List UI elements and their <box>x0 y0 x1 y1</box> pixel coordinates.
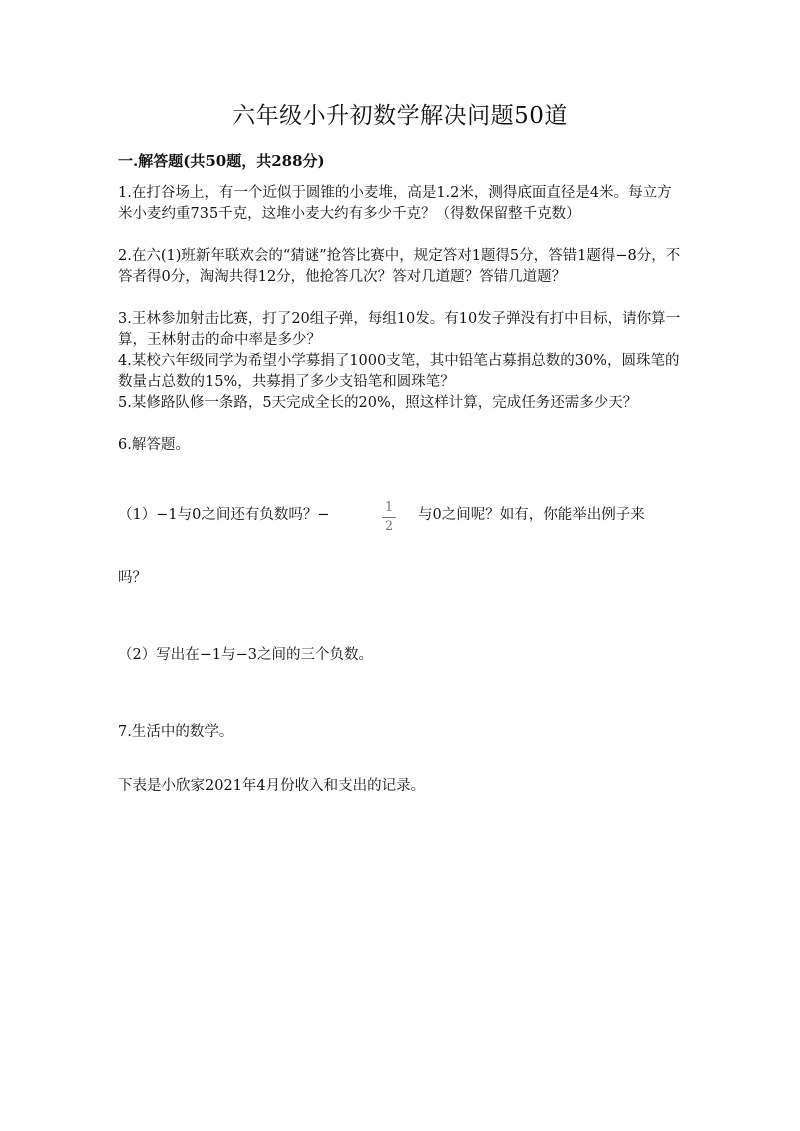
fraction-denominator: 2 <box>384 519 394 534</box>
question-7-intro: 下表是小欣家2021年4月份收入和支出的记录。 <box>118 778 426 794</box>
q6-part2: （2）写出在−1与−3之间的三个负数。 <box>118 647 373 663</box>
section-heading: 一.解答题(共50题，共288分) <box>118 152 325 170</box>
q6-part1-after: 与0之间呢？如有，你能举出例子来 <box>418 507 645 523</box>
question-2: 2.在六(1)班新年联欢会的“猜谜”抢答比赛中，规定答对1题得5分，答错1题得−8分，不答者得0分，淘淘共得12分，他抢答几次？答对几道题？答错几道题？ <box>118 248 681 285</box>
fraction-one-half <box>379 500 399 535</box>
question-4: 4.某校六年级同学为希望小学募捐了1000支笔，其中铅笔占募捐总数的30%，圆珠笔的数量占总数的15%，共募捐了多少支铅笔和圆珠笔？ <box>118 353 680 390</box>
q6-part1-before: （1）−1与0之间还有负数吗？− <box>118 507 330 523</box>
question-3: 3.王林参加射击比赛，打了20组子弹，每组10发。有10发子弹没有打中目标，请你算一算，王林射击的命中率是多少？ <box>118 311 681 348</box>
question-5: 5.某修路队修一条路，5天完成全长的20%，照这样计算，完成任务还需多少天？ <box>118 395 638 411</box>
question-1: 1.在打谷场上，有一个近似于圆锥的小麦堆，高是1.2米，测得底面直径是4米。每立方米小麦约重735千克，这堆小麦大约有多少千克？（得数保留整千克数） <box>118 185 672 222</box>
question-7-heading: 7.生活中的数学。 <box>118 724 234 740</box>
fraction-bar <box>382 517 396 518</box>
fraction-numerator: 1 <box>384 500 394 515</box>
q6-part1-continued: 吗？ <box>118 570 147 586</box>
question-6: 6.解答题。 <box>118 437 190 453</box>
page-title: 六年级小升初数学解决问题50道 <box>232 103 568 129</box>
